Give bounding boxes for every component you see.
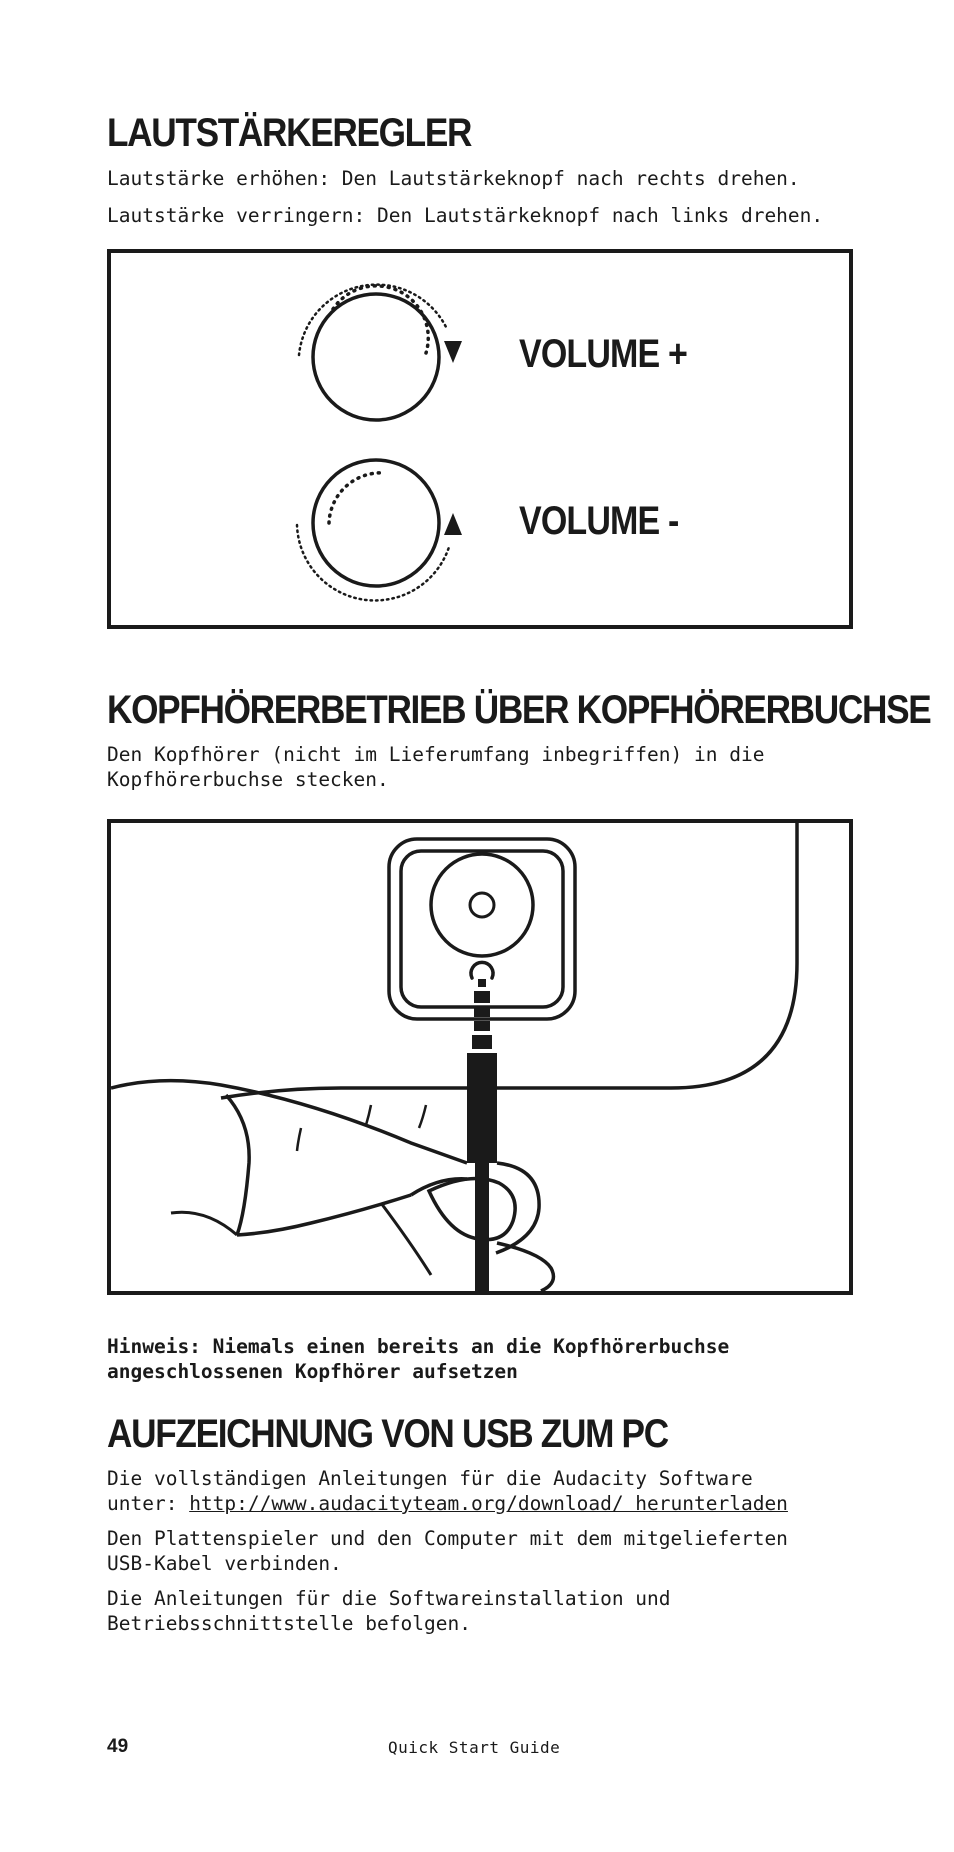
usb-instruction-2: Den Plattenspieler und den Computer mit dem mitgelieferten USB-Kabel verbinden. [107, 1527, 788, 1575]
usb-instruction-text: Die vollständigen Anleitungen für die Audacity Software unter: [107, 1467, 753, 1515]
usb-instruction-1 [107, 1466, 788, 1516]
volume-down-knob-icon [297, 460, 462, 600]
headphones-heading: KOPFHÖRERBETRIEB ÜBER KOPFHÖRERBUCHSE [107, 688, 931, 732]
headphones-instruction: Den Kopfhörer (nicht im Lieferumfang inbegriffen) in die Kopfhörerbuchse stecken. [107, 743, 765, 791]
volume-illustration [107, 249, 853, 629]
volume-up-instruction: Lautstärke erhöhen: Den Lautstärkeknopf nach rechts drehen. [107, 167, 800, 190]
volume-up-knob-icon [299, 285, 462, 420]
headphones-note: Hinweis: Niemals einen bereits an die Kopfhörerbuchse angeschlossenen Kopfhörer aufsetzen [107, 1335, 730, 1383]
audacity-download-link[interactable]: http://www.audacityteam.org/download/ herunterladen [189, 1492, 788, 1515]
volume-heading: LAUTSTÄRKEREGLER [107, 111, 472, 155]
volume-plus-label: VOLUME + [519, 332, 687, 376]
page-number: 49 [107, 1736, 129, 1757]
volume-down-instruction: Lautstärke verringern: Den Lautstärkeknopf nach links drehen. [107, 204, 824, 227]
volume-knobs-svg [111, 253, 849, 625]
guide-title: Quick Start Guide [388, 1738, 561, 1757]
volume-minus-label: VOLUME - [519, 499, 679, 543]
headphone-icon [471, 962, 493, 978]
usb-instruction-3: Die Anleitungen für die Softwareinstallation und Betriebsschnittstelle befolgen. [107, 1587, 671, 1635]
usb-heading: AUFZEICHNUNG VON USB ZUM PC [107, 1412, 668, 1456]
headphone-jack-illustration [107, 819, 853, 1295]
headphone-jack-svg [111, 823, 849, 1291]
